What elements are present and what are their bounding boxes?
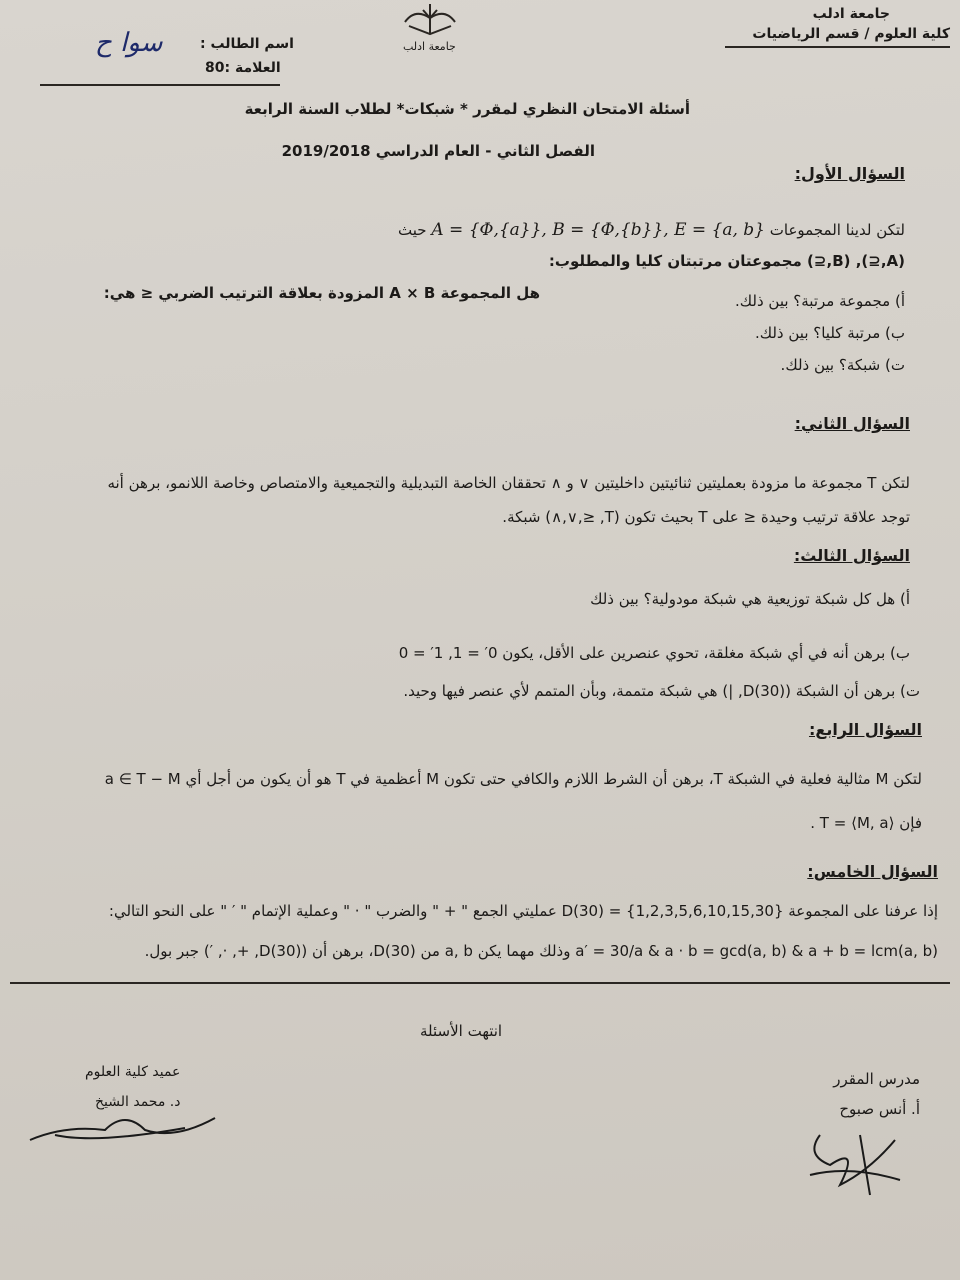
q1-sets-formula: A = {Φ,{a}}, B = {Φ,{b}}, E = {a, b} <box>431 220 765 240</box>
exam-term: الفصل الثاني - العام الدراسي 2019/2018 <box>281 142 595 160</box>
q1-part-a: أ) مجموعة مرتبة؟ بين ذلك. <box>734 292 905 310</box>
q2-line2: توجد علاقة ترتيب وحيدة ≤ على T بحيث تكون (T, ≤,∨,∧) شبكة. <box>502 508 910 526</box>
q3-part-b: ب) برهن أنه في أي شبكة مغلقة، تحوي عنصرين على الأقل، يكون 0′ = 1, 1′ = 0 <box>398 644 910 662</box>
q2-heading: السؤال الثاني: <box>794 414 910 433</box>
header-rule-right <box>725 46 950 48</box>
dean-signature <box>25 1100 225 1150</box>
q3-heading: السؤال الثالث: <box>793 546 910 565</box>
q1-line1-text: لتكن لدينا المجموعات <box>769 221 905 239</box>
q1-part-b: ب) مرتبة كليا؟ بين ذلك. <box>754 324 905 342</box>
q1-line1 <box>398 220 905 240</box>
q3-part-c: ت) برهن أن الشبكة (D(30), |) هي شبكة متممة، وبأن المتمم لأي عنصر فيها وحيد. <box>403 682 920 700</box>
student-name-handwritten: سوا ح <box>95 28 163 58</box>
grade-label: العلامة :80 <box>205 60 281 76</box>
q5-line2: a′ = 30/a & a · b = gcd(a, b) & a + b = lcm(a, b) وذلك مهما يكن a, b من D(30)، برهن أن (D(30), +, ·, ′) جبر بول. <box>144 942 938 960</box>
q2-line1: لتكن T مجموعة ما مزودة بعمليتين ثنائيتين داخليتين ∨ و ∧ تحققان الخاصة التبديلية والتجميعية والامتصاص وخاصة اللانمو، برهن أنه <box>107 474 910 492</box>
header-rule-left <box>40 84 280 86</box>
q4-line1: لتكن M مثالية فعلية في الشبكة T، برهن أن الشرط اللازم والكافي حتى تكون M أعظمية في T هو أن يكون من أجل أي a ∈ T − M <box>104 770 922 788</box>
teacher-name: أ. أنس صبوح <box>839 1100 920 1118</box>
dean-name: د. محمد الشيخ <box>95 1094 181 1110</box>
student-name-label: اسم الطالب : <box>200 36 294 52</box>
q1-part-c: ت) شبكة؟ بين ذلك. <box>780 356 905 374</box>
faculty-department: كلية العلوم / قسم الرياضيات <box>752 26 950 42</box>
q5-line1: إذا عرفنا على المجموعة D(30) = {1,2,3,5,6,10,15,30} عمليتي الجمع " + " والضرب " · " وعملية الإتمام " ′ " على النحو التالي: <box>108 902 938 920</box>
q3-part-a: أ) هل كل شبكة توزيعية هي شبكة مودولية؟ بين ذلك <box>590 590 910 608</box>
q1-line2: (A,⊆), (B,⊆) مجموعتان مرتبتان كليا والمطلوب: <box>548 252 905 270</box>
q4-line2: فإن ⟨M, a⟩ = T . <box>810 814 922 832</box>
end-rule <box>10 982 950 984</box>
q5-heading: السؤال الخامس: <box>807 862 938 881</box>
teacher-signature <box>800 1125 910 1205</box>
dean-title: عميد كلية العلوم <box>85 1064 181 1080</box>
logo-text: جامعة ادلب <box>403 40 456 53</box>
q1-line1-tail: حيث <box>398 221 427 239</box>
end-of-questions: انتهت الأسئلة <box>420 1022 503 1040</box>
university-name: جامعة ادلب <box>812 6 890 22</box>
exam-title: أسئلة الامتحان النظري لمقرر * شبكات* لطلاب السنة الرابعة <box>244 100 690 118</box>
q4-heading: السؤال الرابع: <box>808 720 922 739</box>
university-logo <box>395 0 465 62</box>
q1-line3: هل المجموعة A × B المزودة بعلاقة الترتيب الضربي ≤ هي: <box>103 284 540 302</box>
teacher-title: مدرس المقرر <box>833 1070 920 1088</box>
q1-heading: السؤال الأول: <box>794 164 905 183</box>
